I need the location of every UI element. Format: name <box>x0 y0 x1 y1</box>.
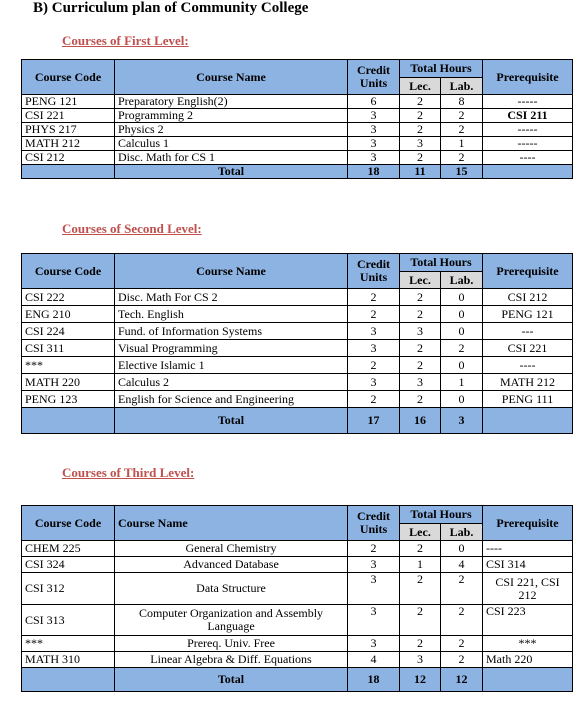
course-name: Tech. English <box>115 306 348 323</box>
col-header-lec: Lec. <box>400 78 441 95</box>
lec-hours: 2 <box>400 541 441 557</box>
col-header-hours: Total Hours <box>400 506 483 524</box>
col-header-prereq: Prerequisite <box>483 506 573 541</box>
prerequisite: ----- <box>483 123 573 137</box>
col-header-lab: Lab. <box>441 524 483 541</box>
credit-units: 2 <box>348 541 400 557</box>
total-label: Total <box>115 165 348 179</box>
course-code: CSI 312 <box>22 573 115 605</box>
credit-units: 2 <box>348 391 400 408</box>
col-header-prereq: Prerequisite <box>483 60 573 95</box>
credit-units: 3 <box>348 340 400 357</box>
table-row <box>22 323 573 340</box>
table-row <box>22 391 573 408</box>
col-header-lec: Lec. <box>400 524 441 541</box>
table-row <box>22 123 573 137</box>
course-code: CSI 313 <box>22 605 115 636</box>
course-name: Data Structure <box>115 573 348 605</box>
course-name: Programming 2 <box>115 109 348 123</box>
lab-hours: 1 <box>441 374 483 391</box>
prerequisite: MATH 212 <box>483 374 573 391</box>
total-credit: 18 <box>348 668 400 692</box>
lab-hours: 0 <box>441 541 483 557</box>
lec-hours: 2 <box>400 151 441 165</box>
lec-hours: 3 <box>400 374 441 391</box>
table-row <box>22 573 573 605</box>
course-code: PENG 121 <box>22 95 115 109</box>
col-header-lab: Lab. <box>441 272 483 289</box>
credit-units: 3 <box>348 137 400 151</box>
lec-hours: 2 <box>400 123 441 137</box>
table-row <box>22 357 573 374</box>
lec-hours: 2 <box>400 357 441 374</box>
course-code: *** <box>22 636 115 652</box>
lec-hours: 2 <box>400 109 441 123</box>
total-lec: 11 <box>400 165 441 179</box>
credit-units: 6 <box>348 95 400 109</box>
total-lab: 12 <box>441 668 483 692</box>
level-3-table <box>21 505 573 692</box>
table-row <box>22 306 573 323</box>
prerequisite: PENG 121 <box>483 306 573 323</box>
prerequisite: ----- <box>483 137 573 151</box>
prerequisite: ---- <box>483 151 573 165</box>
total-lec: 12 <box>400 668 441 692</box>
table-row <box>22 340 573 357</box>
credit-units: 3 <box>348 573 400 605</box>
prerequisite: CSI 221 <box>483 340 573 357</box>
total-lec: 16 <box>400 408 441 434</box>
course-name: Preparatory English(2) <box>115 95 348 109</box>
lec-hours: 2 <box>400 391 441 408</box>
lab-hours: 0 <box>441 306 483 323</box>
total-row <box>22 408 573 434</box>
col-header-code: Course Code <box>22 254 115 289</box>
total-credit: 18 <box>348 165 400 179</box>
credit-units: 2 <box>348 289 400 306</box>
lec-hours: 2 <box>400 340 441 357</box>
lab-hours: 0 <box>441 323 483 340</box>
col-header-credit: Credit Units <box>348 254 400 289</box>
table-row <box>22 95 573 109</box>
course-name: Computer Organization and Assembly Language <box>115 605 348 636</box>
prerequisite: ---- <box>483 357 573 374</box>
col-header-name: Course Name <box>115 60 348 95</box>
lec-hours: 3 <box>400 323 441 340</box>
credit-units: 3 <box>348 605 400 636</box>
course-name: Elective Islamic 1 <box>115 357 348 374</box>
prerequisite: ----- <box>483 95 573 109</box>
course-code: *** <box>22 357 115 374</box>
table-row <box>22 557 573 573</box>
course-code: CSI 324 <box>22 557 115 573</box>
course-code: MATH 220 <box>22 374 115 391</box>
level-1-title: Courses of First Level: <box>62 33 189 48</box>
level-2-title: Courses of Second Level: <box>62 221 202 236</box>
prerequisite: CSI 223 <box>483 605 573 636</box>
lab-hours: 1 <box>441 137 483 151</box>
page-heading: B) Curriculum plan of Community College <box>33 0 309 16</box>
course-code: CSI 212 <box>22 151 115 165</box>
col-header-lab: Lab. <box>441 78 483 95</box>
course-name: Visual Programming <box>115 340 348 357</box>
course-code: MATH 212 <box>22 137 115 151</box>
lab-hours: 2 <box>441 573 483 605</box>
col-header-code: Course Code <box>22 60 115 95</box>
credit-units: 4 <box>348 652 400 668</box>
table-row <box>22 541 573 557</box>
course-name: Fund. of Information Systems <box>115 323 348 340</box>
prerequisite: CSI 212 <box>483 289 573 306</box>
col-header-name: Course Name <box>115 254 348 289</box>
prerequisite: CSI 314 <box>483 557 573 573</box>
credit-units: 3 <box>348 151 400 165</box>
course-name: Calculus 1 <box>115 137 348 151</box>
lec-hours: 2 <box>400 306 441 323</box>
col-header-lec: Lec. <box>400 272 441 289</box>
col-header-code: Course Code <box>22 506 115 541</box>
lab-hours: 2 <box>441 636 483 652</box>
lab-hours: 0 <box>441 357 483 374</box>
table-row <box>22 151 573 165</box>
total-row <box>22 668 573 692</box>
credit-units: 3 <box>348 374 400 391</box>
course-code: CSI 222 <box>22 289 115 306</box>
course-code: PENG 123 <box>22 391 115 408</box>
col-header-credit: Credit Units <box>348 60 400 95</box>
total-lab: 3 <box>441 408 483 434</box>
lab-hours: 2 <box>441 652 483 668</box>
table-row <box>22 109 573 123</box>
course-name: Advanced Database <box>115 557 348 573</box>
course-code: CHEM 225 <box>22 541 115 557</box>
prerequisite: Math 220 <box>483 652 573 668</box>
credit-units: 2 <box>348 357 400 374</box>
lab-hours: 4 <box>441 557 483 573</box>
col-header-name: Course Name <box>115 506 348 541</box>
credit-units: 3 <box>348 557 400 573</box>
course-name: Disc. Math For CS 2 <box>115 289 348 306</box>
prerequisite: --- <box>483 323 573 340</box>
level-3-title: Courses of Third Level: <box>62 465 195 480</box>
lab-hours: 0 <box>441 391 483 408</box>
credit-units: 3 <box>348 109 400 123</box>
lab-hours: 2 <box>441 605 483 636</box>
prerequisite: CSI 221, CSI 212 <box>483 573 573 605</box>
credit-units: 2 <box>348 306 400 323</box>
lec-hours: 2 <box>400 605 441 636</box>
lab-hours: 2 <box>441 123 483 137</box>
total-credit: 17 <box>348 408 400 434</box>
credit-units: 3 <box>348 323 400 340</box>
course-name: General Chemistry <box>115 541 348 557</box>
total-label: Total <box>115 408 348 434</box>
lab-hours: 2 <box>441 109 483 123</box>
lec-hours: 2 <box>400 289 441 306</box>
credit-units: 3 <box>348 123 400 137</box>
credit-units: 3 <box>348 636 400 652</box>
total-row <box>22 165 573 179</box>
lec-hours: 3 <box>400 137 441 151</box>
table-row <box>22 289 573 306</box>
lab-hours: 0 <box>441 289 483 306</box>
course-code: PHYS 217 <box>22 123 115 137</box>
lab-hours: 2 <box>441 340 483 357</box>
lab-hours: 2 <box>441 151 483 165</box>
course-code: CSI 224 <box>22 323 115 340</box>
course-name: English for Science and Engineering <box>115 391 348 408</box>
col-header-hours: Total Hours <box>400 254 483 272</box>
prerequisite: ---- <box>483 541 573 557</box>
table-row <box>22 605 573 636</box>
course-name: Prereq. Univ. Free <box>115 636 348 652</box>
course-code: CSI 221 <box>22 109 115 123</box>
prerequisite: CSI 211 <box>483 109 573 123</box>
course-name: Linear Algebra & Diff. Equations <box>115 652 348 668</box>
level-1-table <box>21 59 573 179</box>
table-row <box>22 374 573 391</box>
lec-hours: 2 <box>400 636 441 652</box>
table-row <box>22 137 573 151</box>
col-header-prereq: Prerequisite <box>483 254 573 289</box>
col-header-credit: Credit Units <box>348 506 400 541</box>
col-header-hours: Total Hours <box>400 60 483 78</box>
course-name: Calculus 2 <box>115 374 348 391</box>
course-code: MATH 310 <box>22 652 115 668</box>
total-lab: 15 <box>441 165 483 179</box>
table-row <box>22 636 573 652</box>
lab-hours: 8 <box>441 95 483 109</box>
total-label: Total <box>115 668 348 692</box>
prerequisite: *** <box>483 636 573 652</box>
course-code: ENG 210 <box>22 306 115 323</box>
course-name: Disc. Math for CS 1 <box>115 151 348 165</box>
level-2-table <box>21 253 573 434</box>
lec-hours: 3 <box>400 652 441 668</box>
prerequisite: PENG 111 <box>483 391 573 408</box>
lec-hours: 2 <box>400 95 441 109</box>
course-code: CSI 311 <box>22 340 115 357</box>
course-name: Physics 2 <box>115 123 348 137</box>
lec-hours: 2 <box>400 573 441 605</box>
table-row <box>22 652 573 668</box>
lec-hours: 1 <box>400 557 441 573</box>
